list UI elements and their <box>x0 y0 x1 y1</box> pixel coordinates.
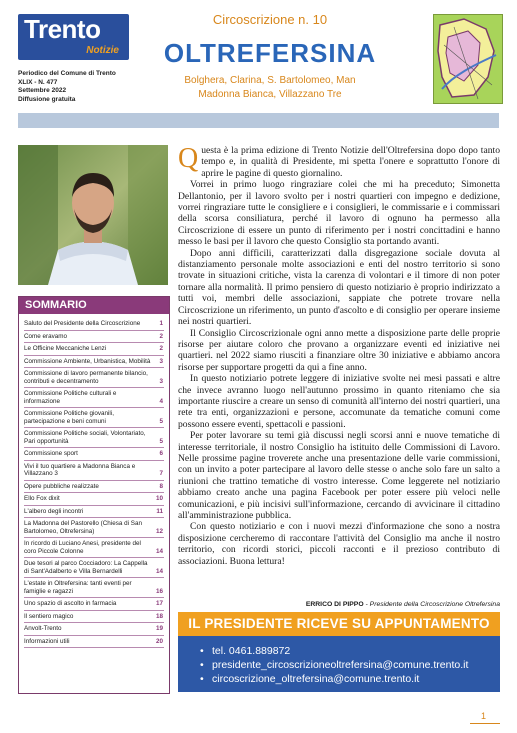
toc-item[interactable] <box>24 343 164 356</box>
toc-item[interactable] <box>24 356 164 369</box>
toc-item-label: Commissione Politiche culturali e informazione <box>24 390 117 405</box>
toc-item-label: Commissione Ambiente, Urbanistica, Mobilità <box>24 357 151 365</box>
toc-item-page: 8 <box>159 482 163 490</box>
toc-item-label: Commissione Politiche sociali, Volontariato, Pari opportunità <box>24 430 146 445</box>
district-title: OLTREFERSINA <box>163 38 377 68</box>
toc-item-page: 14 <box>155 547 163 555</box>
toc-item-label: In ricordo di Luciano Anesi, presidente del coro Piccole Colonne <box>24 540 141 555</box>
toc-item-page: 11 <box>156 507 163 515</box>
decorative-banner <box>18 113 499 128</box>
trento-notizie-logo <box>18 14 129 60</box>
toc-item[interactable] <box>24 636 164 649</box>
toc-item-page: 2 <box>159 345 163 352</box>
toc-item-page: 2 <box>159 332 163 340</box>
toc-item[interactable] <box>24 538 164 558</box>
signature-role: - Presidente della Circoscrizione Oltrefersina <box>363 601 500 608</box>
toc-item[interactable] <box>24 318 164 331</box>
table-of-contents <box>18 296 170 694</box>
district-map-image <box>433 14 503 104</box>
toc-item-label: Uno spazio di ascolto in farmacia <box>24 600 117 607</box>
toc-item[interactable] <box>24 331 164 344</box>
toc-item-page: 20 <box>155 637 163 645</box>
meta-line: XLIX - N. 477 <box>18 78 58 86</box>
district-areas: Bolghera, Clarina, S. Bartolomeo, Man Madonna Bianca, Villazzano Tre <box>184 75 356 100</box>
toc-item-page: 5 <box>159 417 163 425</box>
toc-item-label: Come eravamo <box>24 332 68 340</box>
article-paragraph: In questo notiziario potrete leggere di iniziative svolte nei mesi passati e altre che invece avranno luogo nell'autunno prossimo in quanto riteniamo che sia importante riuscire a creare un senso di comunità all'interno dei nostri quartieri, una rete tra enti, organizzazioni e persone, accomunate da tematiche comuni come possono essere eventi, spettacoli e passioni. <box>178 373 500 430</box>
toc-item-label: Anvolt-Trento <box>24 625 62 632</box>
article-paragraph: Con questo notiziario e con i nuovi mezzi d'informazione che sono a nostra disposizione cercheremo di raccontare l'attività del Consiglio ma anche il nostro territorio, con ricordi storici, piccoli racconti e il prezioso contributo di associazioni. Buona lettura! <box>178 521 500 567</box>
toc-item-label: Commissione di lavoro permanente bilancio, contributi e decentramento <box>24 370 148 385</box>
toc-item[interactable] <box>24 578 164 598</box>
toc-item-label: Le Officine Meccaniche Lenzi <box>24 345 107 352</box>
appointment-contacts <box>178 636 500 692</box>
contact-email-president[interactable]: • presidente_circoscrizioneoltrefersina@comune.trento.it <box>200 658 468 672</box>
toc-item-label: Saluto del Presidente della Circoscrizione <box>24 320 141 327</box>
toc-item-label: Commissione sport <box>24 450 78 457</box>
appointment-title: IL PRESIDENTE RICEVE SU APPUNTAMENTO <box>178 612 500 636</box>
toc-item[interactable] <box>24 408 164 428</box>
toc-item-page: 4 <box>159 397 163 405</box>
page-number: 1 <box>481 711 487 721</box>
toc-item[interactable] <box>24 368 164 388</box>
toc-item-label: Informazioni utili <box>24 637 70 645</box>
toc-item-page: 5 <box>159 437 163 445</box>
meta-line: Diffusione gratuita <box>18 95 76 103</box>
article-paragraph: Vorrei in primo luogo ringraziare colei che mi ha preceduto; Simonetta Dellantonio, per il lavoro svolto per i nostri quartieri con impegno e dedizione, vorrei ringraziare tutte le consigliere e i consiglieri, le commissarie e i commissari della scorsa consiliatura, perché il lavoro di ognuno ha permesso alla Circoscrizione di essere un punto di riferimento per i nostri concittadini e hanno messo le basi per il lavoro che questo Consiglio sta portando avanti. <box>178 179 500 248</box>
toc-title: SOMMARIO <box>19 297 169 314</box>
toc-item-page: 1 <box>159 320 163 327</box>
toc-item-label: Commissione Politiche giovanili, partecipazione e beni comuni <box>24 410 114 425</box>
toc-item[interactable] <box>24 611 164 624</box>
toc-item-label: L'estate in Oltrefersina: tanti eventi per famiglie e ragazzi <box>24 580 132 595</box>
toc-item[interactable] <box>24 518 164 538</box>
paragraph-text: uesta è la prima edizione di Trento Notizie dell'Oltrefersina dopo dopo tanto tempo e, in qualità di Presidente, mi spetta l'onere e soprattutto l'onore di aprire le pagine di questo giornalino. <box>201 145 500 179</box>
toc-item-page: 10 <box>155 495 163 502</box>
toc-item[interactable] <box>24 506 164 519</box>
toc-item[interactable] <box>24 481 164 494</box>
toc-item-label: Due tesori al parco Cocciadoro: La Cappella di Sant'Adalberto e Villa Bernardelli <box>24 560 148 575</box>
toc-item-page: 6 <box>159 450 163 457</box>
toc-item-page: 3 <box>159 377 163 385</box>
circoscrizione-label: Circoscrizione n. 10 <box>212 12 328 27</box>
page-number-rule <box>470 723 500 724</box>
toc-item-label: La Madonna del Pastorello (Chiesa di San Bartolomeo, Oltrefersina) <box>24 520 142 535</box>
meta-line: Settembre 2022 <box>18 87 67 94</box>
contact-phone[interactable]: • tel. 0461.889872 <box>200 644 468 658</box>
toc-item-label: Il sentiero magico <box>24 612 74 620</box>
toc-item[interactable] <box>24 461 164 481</box>
drop-cap: Q <box>178 143 199 174</box>
toc-item-page: 16 <box>155 587 163 595</box>
toc-item-page: 19 <box>155 625 163 632</box>
toc-item[interactable] <box>24 448 164 461</box>
toc-item[interactable] <box>24 428 164 448</box>
toc-item[interactable] <box>24 598 164 611</box>
signature <box>178 601 500 608</box>
toc-item-label: Ello Fox dixit <box>24 495 60 502</box>
president-letter <box>178 145 500 567</box>
toc-item-label: L'albero degli incontri <box>24 507 84 515</box>
toc-item[interactable] <box>24 623 164 636</box>
article-paragraph: Dopo anni difficili, caratterizzati dalla disgregazione sociale dovuta al distanziamento personale molte associazioni e enti del nostro territorio si sono trovate in situazioni critiche, vista la carenza di volontari e il timore di non poter tornare alla normalità. Il primo pensiero di questo notiziario è proprio indirizzato a tutti voi, membri delle associazioni, sappiate che potrete trovare nella Circoscrizione un riferimento, un punto d'ascolto e di consiglio per operare insieme nei nostri quartieri. <box>178 247 500 328</box>
toc-item-page: 18 <box>155 612 163 620</box>
logo-subtitle: Notizie <box>86 45 119 56</box>
article-paragraph: Il Consiglio Circoscrizionale ogni anno mette a disposizione parte delle proprie risorse per aiutare coloro che provano a organizzare eventi ed iniziative nei quartieri. nel 2022 siamo riusciti a finanziare oltre 30 iniziative e abbiamo ancora risorse per supportare progetti da qui a fine anno. <box>178 327 500 373</box>
masthead-meta <box>18 70 158 104</box>
article-paragraph: Per poter lavorare su temi già discussi negli scorsi anni e nuove tematiche di interesse territoriale, il nostro Consiglio ha istituito delle Commissioni di Lavoro. Nelle prossime pagine troverete anche una presentazione delle varie commissioni, con un invito a poter partecipare al lavoro delle stesse o anche solo fare un salto a riunioni che trattino tematiche di vostro interesse. Come leggerete nel notiziario abbiamo creato anche una pagina Facebook per poter essere più veloci nelle comunicazioni, e più incisivi sull'informazione, cercando di avvicinare il cittadino all'amministrazione pubblica. <box>178 430 500 521</box>
toc-item[interactable] <box>24 388 164 408</box>
article-paragraph <box>178 145 500 179</box>
signature-name: ERRICO DI PIPPO <box>305 601 364 608</box>
toc-item-page: 7 <box>159 470 163 477</box>
toc-item-page: 12 <box>155 527 163 535</box>
president-photo <box>18 145 168 285</box>
toc-item[interactable] <box>24 493 164 506</box>
contact-email-office[interactable]: • circoscrizione_oltrefersina@comune.trento.it <box>200 672 468 686</box>
toc-item-page: 3 <box>159 357 163 365</box>
toc-item-page: 17 <box>155 600 163 607</box>
meta-line: Periodico del Comune di Trento <box>18 70 116 77</box>
toc-item[interactable] <box>24 558 164 578</box>
toc-item-label: Vivi il tuo quartiere a Madonna Bianca e Villazzano 3 <box>24 462 136 477</box>
toc-list <box>24 318 164 648</box>
toc-item-page: 14 <box>155 567 163 575</box>
logo-brand: Trento <box>24 14 101 44</box>
toc-item-label: Opere pubbliche realizzate <box>24 482 99 490</box>
